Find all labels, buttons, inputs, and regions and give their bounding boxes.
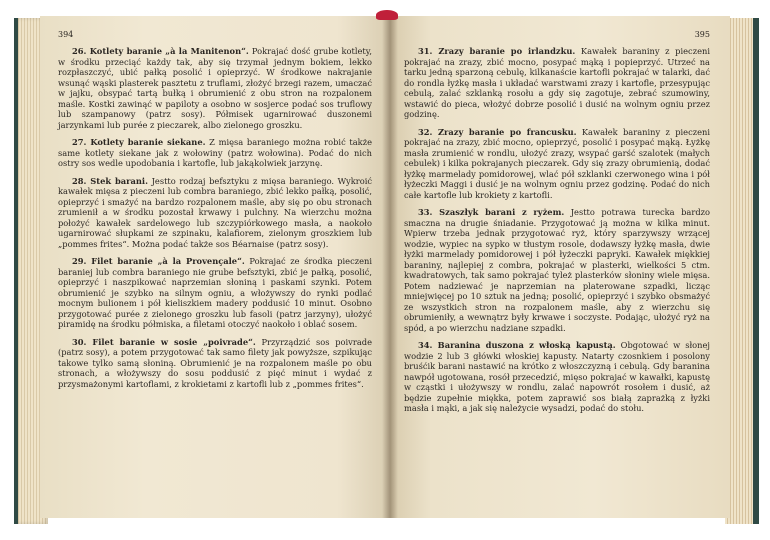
recipe-text: Przyrządzić sos poivrade (patrz sosy), a potem przygotować tak samo filety jak powyższe, szpikując takowe tylko samą słoniną. Obrumienić je na rozpalonem maśle po obu stronach, a włożywszy do sosu poddusić z pięć minut i wydać z przysmażonymi kartoflami, z krokietami z kartofli lub z „pommes frites“. <box>58 336 372 389</box>
recipe-text: Obgotować w słonej wodzie 2 lub 3 główki włoskiej kapusty. Natarty czosnkiem i posolony bruśćik barani nastawić na krótko z włoszczyzną i cebulą. Gdy baranina nawpół ugotowana, rosół przecedzić, mięso pokrajać w kawałki, kapustę w cząstki i ułożywszy w rondlu, zalać napowrót rosołem i dusić, aż będzie zupełnie miękka, potem zaprawić sos białą zaprażką z łyżki masła i mąki, a jak się należycie wysadzi, podać do stołu. <box>404 340 710 413</box>
recipe-title: 34. Baranina duszona z włoską kapustą. <box>418 340 616 350</box>
recipe-paragraph <box>404 46 710 120</box>
bookmark-ribbon <box>376 10 398 20</box>
recipe-text: Pokrajać ze środka pieczeni baraniej lub combra baraniego nie grube befsztyki, zbić je pałką, posolić, opieprzyć i naszpikować naprzemian słoniną i paskami szynki. Potem obrumienić je szybko na silnym ogniu, a włożywszy do rynki podlać mocnym bulionem i pół kieliszkiem madery poddusić 10 minut. Osobno przygotować purée z zielonego groszku lub fasoli (patrz jarzyny), ułożyć piramidę na środku półmiska, a filetami otoczyć naokoło i oblać sosem. <box>58 256 372 329</box>
paragraph-gap <box>58 169 372 176</box>
recipe-paragraph <box>404 340 710 414</box>
paragraph-gap <box>404 120 710 127</box>
recipe-text: Jestto potrawa turecka bardzo smaczna na drugie śniadanie. Przygotować ją można w kilka minut. Wpierw trzeba jednak przygotować ryż, który sparzywszy wrzącej wodzie, wypiec na sypko w tłustym rosole, dodawszy łyżkę masła, dwie łyżki marmelady pomidorowej i pół łyżeczki papryki. Kawałek miękkiej baraniny, najlepiej z combra, pokrajać w plasterki, wielkości 5 ctm. kwadratowych, tak samo pokrajać tyleż plasterków słoniny wiele mięsa. Potem nadziewać je naprzemian na platerowane szpadki, licząc mniejwięcej po 10 sztuk na jedną; posolić, opieprzyć i szybko obsmażyć ze wszystkich stron na rozpalonem maśle, aby z wierzchu się obrumieniły, a wewnątrz były krwawe i soczyste. Podając, ułożyć ryż na spód, a po wierzchu nadziane szpadki. <box>404 207 710 333</box>
book-edge-right <box>725 18 759 524</box>
recipe-paragraph <box>58 176 372 250</box>
recipe-title: 27. Kotlety baranie siekane. <box>72 137 206 147</box>
right-page-content <box>404 46 710 414</box>
paragraph-gap <box>58 330 372 337</box>
recipe-title: 26. Kotlety baranie „à la Manitenon“. <box>72 46 249 56</box>
recipe-title: 31. Zrazy baranie po irlandzku. <box>418 46 576 56</box>
left-page-content <box>58 46 372 389</box>
left-page <box>40 16 390 518</box>
right-page <box>390 16 730 518</box>
recipe-title: 32. Zrazy baranie po francusku. <box>418 126 577 137</box>
recipe-text: Jestto rodzaj befsztyku z mięsa baraniego. Wykroić kawałek mięsa z pieczeni lub combra baraniego, zbić lekko pałką, posolić, opieprzyć i smażyć na bardzo rozpalonem maśle, aby się po obu stronach zrumienił a w środku pozostał krwawy i pulchny. Na wierzchu można położyć kawałek sardelowego lub szczypiórkowego masła, a naokoło ugarnirować słupkami ze szpinaku, kalafiorem, zielonym groszkiem lub „pommes frites“. Można podać także sos Béarnaise (patrz sosy). <box>58 175 372 249</box>
recipe-title: 33. Szaszłyk barani z ryżem. <box>418 207 565 217</box>
open-book <box>14 12 759 528</box>
page-number-right: 395 <box>694 30 710 39</box>
recipe-title: 28. Stek barani. <box>72 175 148 186</box>
book-gutter <box>382 16 398 518</box>
recipe-text: Kawałek baraniny z pieczeni pokrajać na zrazy, zbić mocno, opieprzyć, posolić i posypać mąką. Łyżkę masła zrumienić w rondlu, ułożyć zrazy, wsypać garść szalotek (małych cebulek) i kilka pokrajanych pieczarek. Gdy się zrazy obrumienią, dodać łyżkę marmelady pomidorowej, wlać pół szklanki czerwonego wina i pół łyżeczki Maggi i dusić je na wolnym ogniu przez godzinę. Podać do nich całe kartofle lub krokiety z kartofli. <box>404 126 710 200</box>
recipe-paragraph <box>58 337 372 390</box>
paragraph-gap <box>404 333 710 340</box>
recipe-title: 30. Filet baranie w sosie „poivrade“. <box>72 336 256 347</box>
recipe-paragraph <box>58 256 372 330</box>
paragraph-gap <box>58 130 372 137</box>
recipe-paragraph <box>404 127 710 201</box>
recipe-text: Kawałek baraniny z pieczeni pokrajać na zrazy, zbić mocno, posypać mąką i popieprzyć. Utrzeć na tarku jedną sparzoną cebulę, kilkanaście kartofli pokrajać w talarki, dać do rondla łyżkę masła i układać warstwami zrazy i kartofle, przesypując cebulą, zalać szklanką rosołu a gdy się zagotuje, zebrać szumowiny, wstawić do pieca, włożyć dobrze posolić i dusić na wolnym ogniu przez godzinę. <box>404 46 710 119</box>
page-number-left: 394 <box>58 30 74 39</box>
recipe-text: Pokrajać dość grube kotlety, w środku przeciąć każdy tak, aby się trzymał jednym bokiem, lekko rozpłaszczyć, ubić pałką posolić i opieprzyć. W środkowe nakrajanie wsunąć wąski plasterek pasztetu z truflami, złożyć brzegi razem, umaczać w jajku, obsypać tartą bułką i obrumienić z obu stron na rozpalonem maśle. Kostki zawinąć w papiloty a osobno w sosjerce podać sos truflowy lub szampanowy (patrz sosy). Półmisek ugarnirować duszonemi jarzynkami lub purée z pieczarek, albo zielonego groszku. <box>58 46 372 130</box>
recipe-title: 29. Filet baranie „à la Provençale“. <box>72 256 245 266</box>
paragraph-gap <box>58 249 372 256</box>
recipe-paragraph <box>404 207 710 333</box>
recipe-text: Z mięsa baraniego można robić także same kotlety siekane jak z wołowiny (patrz wołowina). Podać do nich ostry sos wedle upodobania i kartofle, lub jakąkolwiek jarzynę. <box>58 137 372 168</box>
recipe-paragraph <box>58 137 372 169</box>
paragraph-gap <box>404 200 710 207</box>
recipe-paragraph <box>58 46 372 130</box>
